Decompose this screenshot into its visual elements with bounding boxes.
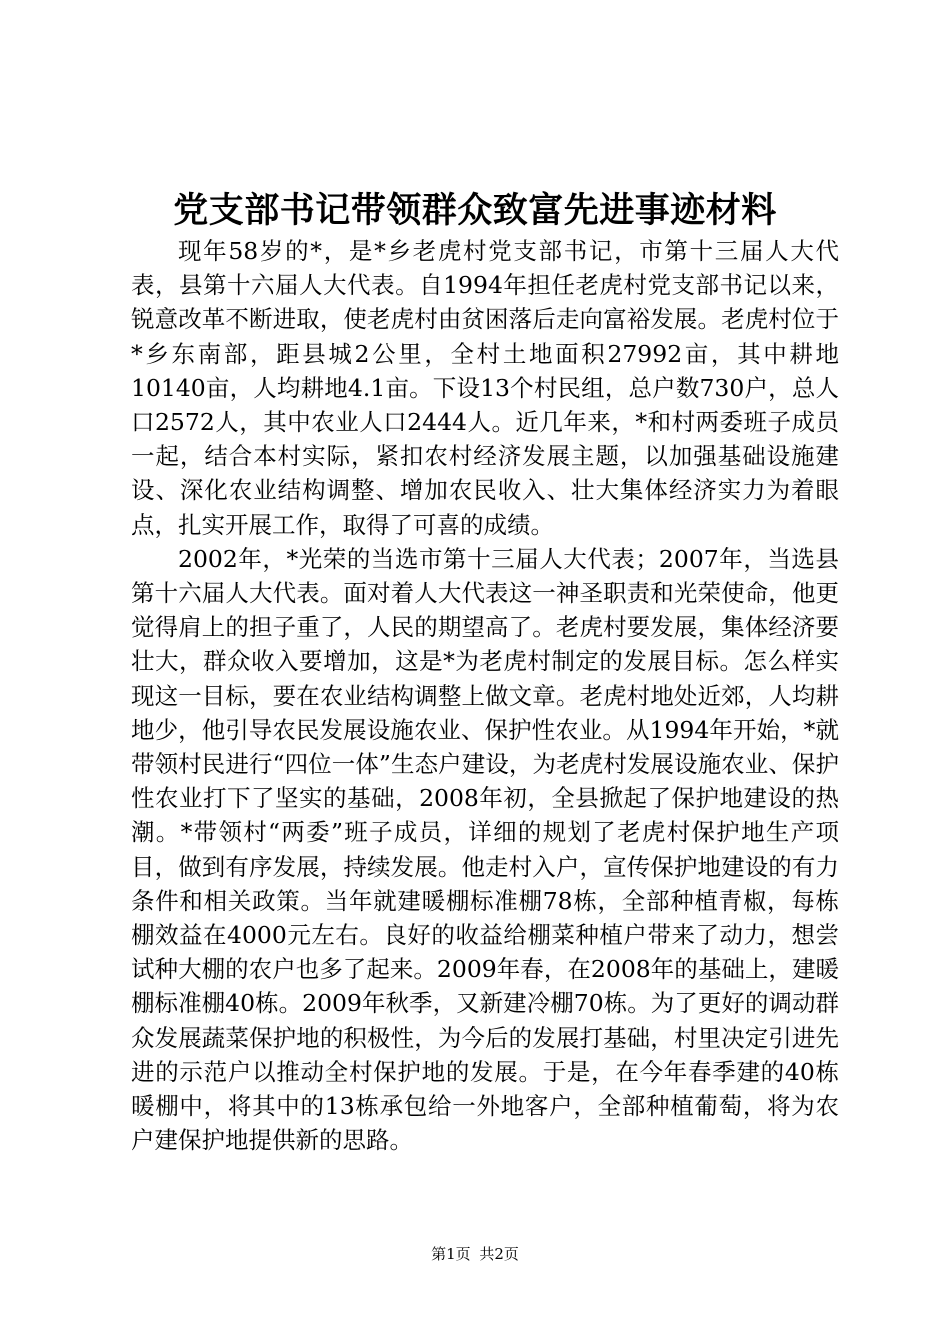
document-body (131, 234, 839, 1157)
page-footer (0, 1244, 950, 1264)
current-page-number: 第1页 (431, 1245, 471, 1263)
total-page-count: 共2页 (479, 1245, 519, 1263)
paragraph-1: 现年58岁的*，是*乡老虎村党支部书记，市第十三届人大代表，县第十六届人大代表。自1994年担任老虎村党支部书记以来，锐意改革不断进取，使老虎村由贫困落后走向富裕发展。老虎村位于*乡东南部，距县城2公里，全村土地面积27992亩，其中耕地10140亩，人均耕地4.1亩。下设13个村民组，总户数730户，总人口2572人，其中农业人口2444人。近几年来，*和村两委班子成员一起，结合本村实际，紧扣农村经济发展主题，以加强基础设施建设、深化农业结构调整、增加农民收入、壮大集体经济实力为着眼点，扎实开展工作，取得了可喜的成绩。 (131, 237, 839, 539)
paragraph-2: 2002年，*光荣的当选市第十三届人大代表；2007年，当选县第十六届人大代表。面对着人大代表这一神圣职责和光荣使命，他更觉得肩上的担子重了，人民的期望高了。老虎村要发展，集体经济要壮大，群众收入要增加，这是*为老虎村制定的发展目标。怎么样实现这一目标，要在农业结构调整上做文章。老虎村地处近郊，人均耕地少，他引导农民发展设施农业、保护性农业。从1994年开始，*就带领村民进行“四位一体”生态户建设，为老虎村发展设施农业、保护性农业打下了坚实的基础，2008年初，全县掀起了保护地建设的热潮。*带领村“两委”班子成员，详细的规划了老虎村保护地生产项目，做到有序发展，持续发展。他走村入户，宣传保护地建设的有力条件和相关政策。当年就建暖棚标准棚78栋，全部种植青椒，每栋棚效益在4000元左右。良好的收益给棚菜种植户带来了动力，想尝试种大棚的农户也多了起来。2009年春，在2008年的基础上，建暖棚标准棚40栋。2009年秋季，又新建冷棚70栋。为了更好的调动群众发展蔬菜保护地的积极性，为今后的发展打基础，村里决定引进先进的示范户以推动全村保护地的发展。于是，在今年春季建的40栋暖棚中，将其中的13栋承包给一外地客户，全部种植葡萄，将为农户建保护地提供新的思路。 (131, 544, 839, 1155)
document-title: 党支部书记带领群众致富先进事迹材料 (173, 191, 777, 231)
